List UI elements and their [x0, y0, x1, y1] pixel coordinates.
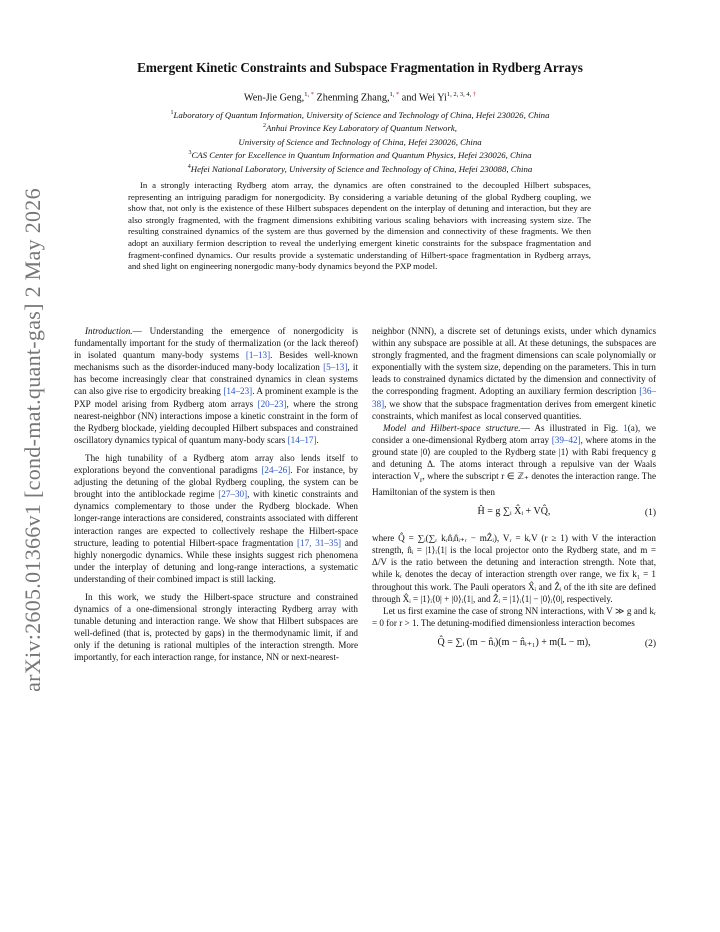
- citation-link[interactable]: [14–23]: [223, 386, 253, 397]
- equation-body: Ĥ = g ∑ᵢ X̂ᵢ + VQ̂,: [477, 506, 551, 518]
- equation-number: (1): [644, 508, 656, 519]
- affiliation-line: $^3$CAS Center for Excellence in Quantum Information and Quantum Physics, Hefei 230026, China: [188, 150, 532, 161]
- arxiv-stamp-text: arXiv:2605.01366v1 [cond-mat.quant-gas] 2 May 2026: [20, 188, 45, 692]
- author-footnote-link[interactable]: *: [310, 91, 314, 98]
- affiliation-line: $^4$Hefei National Laboratory, University of Science and Technology of China, Hefei 230088, China: [187, 163, 533, 174]
- citation-link[interactable]: [39–42]: [551, 434, 581, 445]
- right-column: [372, 325, 656, 663]
- paragraph-definitions: where Q̂ = ∑ᵢ(∑ᵣ kᵣn̂ᵢn̂ᵢ₊ᵣ − mẐᵢ), Vᵣ = kᵣV (r ≥ 1) with V the interaction strength, n̂ᵢ = |1⟩ᵢ⟨1| is the local projector onto the Rydberg state, and m = Δ/V is the ratio between the detuning and interaction strength. Note that, while kᵣ denotes the decay of interaction strength over range, we fix k₁ = 1 throughout this work. The Pauli operators X̂ᵢ and Ẑᵢ of the ith site are defined through X̂ᵢ = |1⟩ᵢ⟨0| + |0⟩ᵢ⟨1|, and Ẑᵢ = |1⟩ᵢ⟨1| − |0⟩ᵢ⟨0|, respectively.: [372, 533, 656, 604]
- citation-link[interactable]: [27–30]: [218, 489, 248, 500]
- arxiv-stamp: [8, 180, 58, 700]
- affiliation-line: University of Science and Technology of China, Hefei 230026, China: [238, 136, 482, 147]
- equation-body: Q̂ = ∑ᵢ (m − n̂ᵢ)(m − n̂ᵢ₊₁) + m(L − m),: [437, 636, 591, 648]
- paragraph-this-work: In this work, we study the Hilbert-space structure and constrained dynamics of a one-dimensional strongly interacting Rydberg array with tunable detuning and interaction range. We show that Hilbert subspaces are well-defined (that is, protected by gaps) in the thermodynamic limit, if and only if the detuning is rational multiples of the interaction strength. More importantly, for each interaction range, for instance, NN or next-nearest-: [74, 591, 358, 663]
- author-footnote-link[interactable]: *: [396, 91, 400, 98]
- equation-number: (2): [644, 638, 656, 649]
- citation-link[interactable]: [24–26]: [261, 465, 291, 476]
- author-name: Wen-Jie Geng,: [243, 92, 305, 104]
- author-name: Zhenming Zhang,: [316, 92, 390, 104]
- author-affil-sup: 1,: [304, 91, 310, 98]
- author-list: [0, 91, 720, 103]
- citation-link[interactable]: [20–23]: [257, 398, 287, 409]
- equation-1: [372, 502, 656, 528]
- paragraph-model: Model and Hilbert-space structure.— As illustrated in Fig. 1(a), we consider a one-dimensional Rydberg atom array [39–42], where atoms in the ground state |0⟩ are coupled to the Rydberg state |1⟩ with Rabi frequency g and detuning Δ. The atoms interact through a repulsive van der Waals interaction $V_r$, where the subscript r ∈ ℤ₊ denotes the interaction range. The Hamiltonian of the system is then: [372, 422, 656, 498]
- abstract: In a strongly interacting Rydberg atom array, the dynamics are often constrained to the decoupled Hilbert subspaces, representing an intriguing paradigm for nonergodicity. By considering a variable detuning of the global Rydberg coupling, we show that, not only is the existence of these Hilbert subspaces dependent on the interplay of detuning and interaction, but they are also strongly fragmented, with the fragment dimensions exhibiting various scaling behaviors with increasing system size. The resulting constrained dynamics of the system are thus governed by the dimension and connectivity of these fragments. We then adopt an auxiliary fermion description to reveal the underlying emergent kinetic constraints for the subspace fragmentation and fragment-confined dynamics. Our results provide a systematic understanding of Hilbert-space fragmentation in Rydberg arrays, and shed light on engineering nonergodic many-body dynamics beyond the PXP model.: [128, 180, 591, 272]
- figure-link[interactable]: 1: [623, 422, 628, 433]
- citation-link[interactable]: [36–38]: [372, 386, 656, 409]
- equation-2: [372, 633, 656, 659]
- affiliation-line: $^2$Anhui Province Key Laboratory of Quantum Network,: [263, 123, 457, 134]
- citation-link[interactable]: [5–13]: [323, 362, 348, 373]
- section-lead: Model and Hilbert-space structure.: [383, 422, 521, 433]
- affiliation-block: [0, 108, 720, 175]
- paragraph-tunability: The high tunability of a Rydberg atom array also lends itself to explorations beyond the conventional paradigms [24–26]. For instance, by adjusting the detuning of the global Rydberg coupling, the system can be brought into the antiblockade regime [27–30], with kinetic constraints and dynamics complementary to those under the Rydberg blockade. When longer-range interactions are considered, constraints associated with different interaction ranges are expected to collectively reshape the Hilbert-space structure, leading to potential Hilbert-space fragmentation [17, 31–35] and highly nonergodic dynamics. While these insights suggest rich phenomena under the interplay of detuning and long-range interactions, a systematic understanding of their combined impact is still lacking.: [74, 452, 359, 584]
- paper-title: Emergent Kinetic Constraints and Subspace Fragmentation in Rydberg Arrays: [137, 60, 583, 75]
- affiliation-line: $^1$Laboratory of Quantum Information, University of Science and Technology of China, Hefei 230026, China: [170, 109, 550, 120]
- paragraph-continued: neighbor (NNN), a discrete set of detunings exists, under which dynamics within any subspace are possible at all. At these detunings, the subspaces are strongly fragmented, and the fragment dimensions can scale polynomially or exponentially with the system size, depending on the parameters. This in turn leads to constrained dynamics dictated by the dimension and connectivity of the corresponding fragment. Adopting an auxiliary fermion description [36–38], we show that the subspace fragmentation derives from emergent kinetic constraints, which manifest as local conserved quantities.: [372, 326, 656, 421]
- citation-link[interactable]: [17, 31–35]: [297, 537, 342, 548]
- author-name: Wei Yi: [418, 92, 447, 104]
- citation-link[interactable]: [1–13]: [245, 350, 271, 361]
- author-affil-sup: 1, 2, 3, 4,: [446, 91, 472, 98]
- citation-link[interactable]: [14–17]: [287, 434, 317, 445]
- author-affil-sup: 1,: [389, 91, 395, 98]
- section-lead: Introduction.: [85, 326, 133, 336]
- left-column: [74, 325, 358, 664]
- author-footnote-link[interactable]: †: [472, 91, 477, 98]
- paragraph-introduction: Introduction.— Understanding the emergence of nonergodicity is fundamentally important for the study of thermalization (or the lack thereof) in isolated quantum many-body systems [1–13]. Besides well-known mechanisms such as the disorder-induced many-body localization [5–13], it has become increasingly clear that constrained dynamics in clean systems can also give rise to ergodicity breaking [14–23]. A prominent example is the PXP model arising from Rydberg atom arrays [20–23], where the strong nearest-neighbor (NN) interactions impose a kinetic constraint in the form of the Rydberg blockade, yielding decoupled Hilbert subspaces and constrained oscillatory dynamics typical of quantum many-body scars [14–17].: [74, 326, 359, 445]
- paragraph-nn-case: Let us first examine the case of strong NN interactions, with V ≫ g and kᵣ = 0 for r > 1. The detuning-modified dimensionless interaction becomes: [372, 605, 656, 628]
- author-conjunction: and: [401, 92, 417, 104]
